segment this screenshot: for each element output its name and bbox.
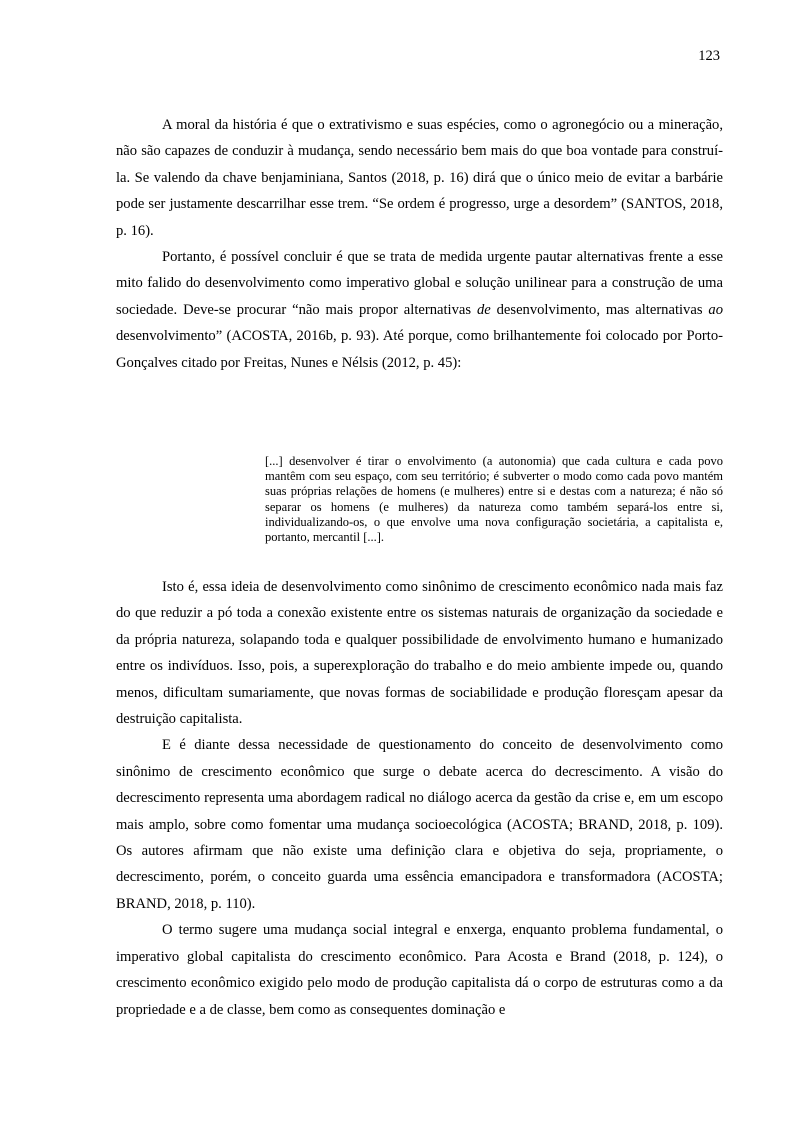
paragraph bbox=[116, 244, 723, 376]
paragraph: A moral da história é que o extrativismo e suas espécies, como o agronegócio ou a mineração, não são capazes de conduzir à mudança, sendo necessário bem mais do que boa vontade para construí-la. Se valendo da chave benjaminiana, Santos (2018, p. 16) dirá que o único meio de evitar a barbárie pode ser justamente descarrilhar esse trem. “Se ordem é progresso, urge a desordem” (SANTOS, 2018, p. 16). bbox=[116, 117, 723, 239]
emphasis-text: de bbox=[476, 301, 491, 318]
paragraph: Isto é, essa ideia de desenvolvimento como sinônimo de crescimento econômico nada mais faz do que reduzir a pó toda a conexão existente entre os sistemas naturais de organização da sociedade e da própria natureza, solapando toda e qualquer possibilidade de envolvimento humano e humanizado entre os indivíduos. Isso, pois, a superexploração do trabalho e do meio ambiente impede ou, quando menos, dificultam sumariamente, que novas formas de sociabilidade e produção floresçam apesar da destruição capitalista. bbox=[116, 579, 723, 728]
block-quote: [...] desenvolver é tirar o envolvimento (a autonomia) que cada cultura e cada povo mantêm com seu espaço, com seu território; é subverter o modo como cada povo mantém suas próprias relações de homens (e mulheres) entre si e destas com a natureza; é não só separar os homens (e mulheres) da natureza como também separá-los entre si, individualizando-os, o que envolve uma nova configuração societária, a capitalista e, portanto, mercantil [...]. bbox=[265, 454, 723, 545]
page-number: 123 bbox=[698, 48, 720, 64]
paragraph-text: Portanto, é possível concluir é que se trata de medida urgente pautar alternativas frente a esse mito falido do desenvolvimento como imperativo global e solução unilinear para a construção de uma sociedade. Deve-se procurar “não mais propor alternativas bbox=[116, 249, 723, 318]
paragraph: O termo sugere uma mudança social integral e enxerga, enquanto problema fundamental, o imperativo global capitalista do crescimento econômico. Para Acosta e Brand (2018, p. 124), o crescimento econômico exigido pelo modo de produção capitalista dá o corpo de estruturas como a da propriedade e a de classe, bem como as consequentes dominação e bbox=[116, 922, 723, 1018]
emphasis-text: ao bbox=[708, 301, 724, 318]
body-text-before-quote bbox=[116, 112, 723, 376]
body-text-after-quote bbox=[116, 574, 723, 1023]
paragraph-text: desenvolvimento, mas alternativas bbox=[490, 301, 709, 318]
paragraph-text: desenvolvimento” (ACOSTA, 2016b, p. 93). Até porque, como brilhantemente foi colocado por Porto-Gonçalves citado por Freitas, Nunes e Nélsis (2012, p. 45): bbox=[116, 328, 723, 371]
paragraph: E é diante dessa necessidade de questionamento do conceito de desenvolvimento como sinônimo de crescimento econômico que surge o debate acerca do decrescimento. A visão do decrescimento representa uma abordagem radical no diálogo acerca da gestão da crise e, em um escopo mais amplo, sobre como fomentar uma mudança socioecológica (ACOSTA; BRAND, 2018, p. 109). Os autores afirmam que não existe uma definição clara e objetiva do seja, propriamente, o decrescimento, porém, o conceito guarda uma essência emancipadora e transformadora (ACOSTA; BRAND, 2018, p. 110). bbox=[116, 737, 723, 912]
